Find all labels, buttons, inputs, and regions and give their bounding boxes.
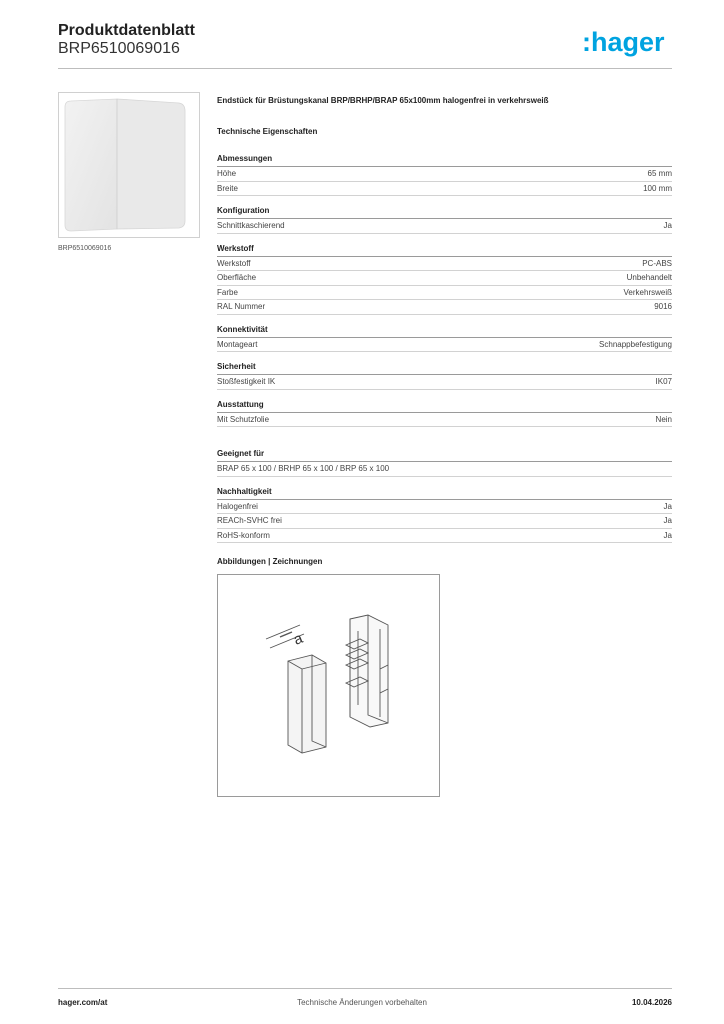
section-heading-technical: Technische Eigenschaften [217,127,318,136]
header-divider [58,68,672,69]
group-ausstattung [217,400,672,428]
property-row [217,375,672,390]
property-row [217,413,672,428]
technical-drawing [217,574,440,797]
property-row [217,500,672,515]
group-title: Geeignet für [217,449,672,462]
property-label: RoHS-konform [217,530,270,540]
property-value: 100 mm [643,183,672,193]
property-row [217,300,672,315]
property-value: Ja [663,221,672,230]
property-row [217,271,672,286]
product-thumbnail [58,92,200,238]
end-piece-back [350,615,388,727]
property-label: Farbe [217,287,238,297]
group-sicherheit [217,362,672,390]
product-image [59,93,199,237]
property-label: Schnittkaschierend [217,221,285,230]
group-title: Abmessungen [217,154,672,167]
property-value: IK07 [655,377,672,386]
group-title: Ausstattung [217,400,672,413]
property-row [217,462,672,477]
property-row [217,514,672,529]
property-value: Verkehrsweiß [623,287,672,297]
group-abmessungen [217,154,672,196]
dimension-label: a [291,629,306,649]
property-label: Mit Schutzfolie [217,414,270,424]
end-piece-drawing [218,575,439,796]
property-value: Schnappbefestigung [599,339,672,349]
property-row [217,219,672,234]
property-row [217,167,672,182]
group-konnektivitaet [217,325,672,353]
group-nachhaltigkeit [217,487,672,544]
property-row [217,529,672,544]
property-label: Breite [217,183,238,193]
footer-date: 10.04.2026 [631,998,672,1007]
page-title: Produktdatenblatt [58,22,195,39]
group-konfiguration [217,206,672,234]
group-werkstoff [217,244,672,315]
main-content [217,96,672,797]
group-title: Nachhaltigkeit [217,487,672,500]
drawings-heading: Abbildungen | Zeichnungen [217,557,323,566]
property-value: PC-ABS [642,258,672,268]
property-row [217,286,672,301]
property-row [217,338,672,353]
property-label: Höhe [217,169,237,178]
end-plate-front [288,655,326,753]
property-label: RAL Nummer [217,302,266,311]
property-value: Nein [655,414,672,424]
footer-notice: Technische Änderungen vorbehalten [297,998,427,1007]
group-title: Konnektivität [217,325,672,338]
property-label: Werkstoff [217,258,251,268]
property-value: Unbehandelt [626,273,672,282]
group-title: Konfiguration [217,206,672,219]
property-value: 9016 [654,302,672,311]
property-value: Ja [663,501,672,511]
footer-website: hager.com/at [58,998,108,1007]
property-label: Halogenfrei [217,501,258,511]
property-label: Montageart [217,339,258,349]
property-value: 65 mm [647,169,672,178]
property-label: BRAP 65 x 100 / BRHP 65 x 100 / BRP 65 x 100 [217,464,390,473]
property-value: Ja [663,516,672,525]
group-geeignet [217,449,672,477]
property-row [217,182,672,197]
svg-text::hager: :hager [582,27,665,57]
hager-logo [582,26,672,60]
property-value: Ja [663,530,672,540]
property-label: Stoßfestigkeit IK [217,377,276,386]
product-description: Endstück für Brüstungskanal BRP/BRHP/BRAP 65x100mm halogenfrei in verkehrsweiß [217,96,549,105]
group-title: Werkstoff [217,244,672,257]
property-label: REACh-SVHC frei [217,516,282,525]
footer-divider [58,988,672,989]
property-label: Oberfläche [217,273,257,282]
article-number: BRP6510069016 [58,40,180,57]
thumbnail-caption: BRP6510069016 [58,245,112,252]
group-title: Sicherheit [217,362,672,375]
property-row [217,257,672,272]
